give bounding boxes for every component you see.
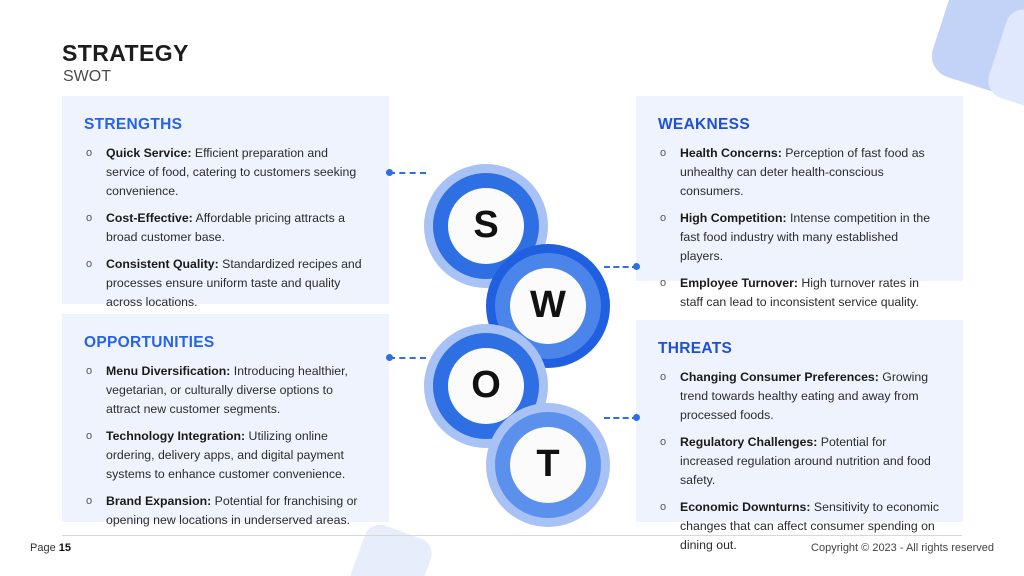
quadrant-strengths bbox=[62, 96, 389, 310]
page-subtitle: SWOT bbox=[63, 68, 111, 85]
list-item-text: Growing trend towards healthy eating and away from processed foods. bbox=[680, 370, 929, 423]
list-item-text: Utilizing online ordering, delivery apps, and digital payment systems to enhance customer convenience. bbox=[106, 429, 346, 482]
list-item bbox=[658, 144, 941, 201]
list-item-text: Sensitivity to economic changes that can affect consumer spending on dining out. bbox=[680, 500, 939, 553]
list-item bbox=[84, 144, 367, 201]
list-item-title: Regulatory Challenges: bbox=[680, 435, 818, 450]
list-item-text: Potential for franchising or opening new locations in underserved areas. bbox=[106, 494, 358, 528]
list-item-text: Perception of fast food as unhealthy can deter health-conscious consumers. bbox=[680, 146, 925, 199]
list-item bbox=[84, 255, 367, 312]
list-item-title: Menu Diversification: bbox=[106, 364, 231, 378]
bullet-icon: o bbox=[660, 212, 667, 225]
list-item-title: Changing Consumer Preferences: bbox=[680, 370, 879, 384]
list-item bbox=[84, 427, 367, 484]
threats-list bbox=[658, 368, 941, 555]
list-item bbox=[658, 368, 941, 425]
opportunities-list bbox=[84, 362, 367, 530]
page-indicator bbox=[30, 542, 71, 554]
list-item-text: Introducing healthier, vegetarian, or culturally diverse options to attract new customer segments. bbox=[106, 364, 348, 417]
list-item-text: High turnover rates in staff can lead to inconsistent service quality. bbox=[680, 276, 919, 310]
list-item-title: Employee Turnover: bbox=[680, 276, 798, 291]
bullet-icon: o bbox=[86, 258, 93, 271]
list-item-text: Intense competition in the fast food industry with many established players. bbox=[680, 211, 931, 264]
quadrant-weakness bbox=[636, 96, 963, 310]
list-item-text: Standardized recipes and processes ensure uniform taste and quality across locations. bbox=[106, 257, 362, 310]
bullet-icon: o bbox=[86, 365, 93, 377]
list-item bbox=[84, 362, 367, 419]
list-item-title: Quick Service: bbox=[106, 146, 192, 160]
bullet-icon: o bbox=[86, 212, 93, 225]
connector-dot-weakness bbox=[633, 263, 640, 270]
list-item bbox=[658, 433, 941, 490]
list-item bbox=[84, 209, 367, 247]
list-item-title: High Competition: bbox=[680, 211, 787, 226]
list-item-title: Brand Expansion: bbox=[106, 494, 212, 509]
list-item bbox=[658, 274, 941, 312]
quadrant-heading-strengths: STRENGTHS bbox=[84, 116, 183, 133]
quadrant-heading-weakness: WEAKNESS bbox=[658, 116, 750, 133]
quadrant-heading-opportunities: OPPORTUNITIES bbox=[84, 334, 215, 351]
list-item-text: Efficient preparation and service of food, catering to customers seeking convenience. bbox=[106, 146, 357, 199]
bullet-icon: o bbox=[660, 147, 667, 159]
swot-circles bbox=[414, 150, 624, 530]
connector-dot-opportunities bbox=[386, 354, 393, 361]
list-item-text: Affordable pricing attracts a broad customer base. bbox=[106, 211, 345, 245]
bullet-icon: o bbox=[660, 371, 667, 383]
bullet-icon: o bbox=[660, 501, 667, 514]
page-title: STRATEGY bbox=[62, 40, 189, 66]
list-item bbox=[84, 492, 367, 530]
swot-circle-t-mid bbox=[495, 412, 602, 519]
bullet-icon: o bbox=[660, 436, 667, 449]
footer-divider bbox=[62, 535, 962, 536]
list-item bbox=[658, 209, 941, 266]
list-item-title: Cost-Effective: bbox=[106, 211, 193, 226]
connector-dot-threats bbox=[633, 414, 640, 421]
bullet-icon: o bbox=[86, 147, 93, 159]
list-item-title: Technology Integration: bbox=[106, 429, 246, 444]
swot-letter-o: O bbox=[448, 348, 525, 425]
swot-circle-t bbox=[486, 403, 610, 527]
list-item-title: Consistent Quality: bbox=[106, 257, 219, 272]
copyright-text: Copyright © 2023 - All rights reserved bbox=[811, 542, 994, 554]
swot-letter-t: T bbox=[510, 427, 587, 504]
page-prefix: Page bbox=[30, 542, 59, 554]
bullet-icon: o bbox=[86, 430, 93, 443]
strengths-list bbox=[84, 144, 367, 312]
list-item-title: Health Concerns: bbox=[680, 146, 782, 160]
list-item-text: Potential for increased regulation around nutrition and food safety. bbox=[680, 435, 931, 488]
quadrant-opportunities bbox=[62, 314, 389, 528]
swot-letter-w: W bbox=[510, 268, 587, 345]
swot-letter-s: S bbox=[448, 188, 525, 265]
bullet-icon: o bbox=[660, 277, 667, 290]
page-number: 15 bbox=[58, 542, 71, 554]
list-item-title: Economic Downturns: bbox=[680, 500, 811, 515]
bullet-icon: o bbox=[86, 495, 93, 508]
quadrant-heading-threats: THREATS bbox=[658, 340, 733, 357]
weakness-list bbox=[658, 144, 941, 312]
connector-dot-strengths bbox=[386, 169, 393, 176]
